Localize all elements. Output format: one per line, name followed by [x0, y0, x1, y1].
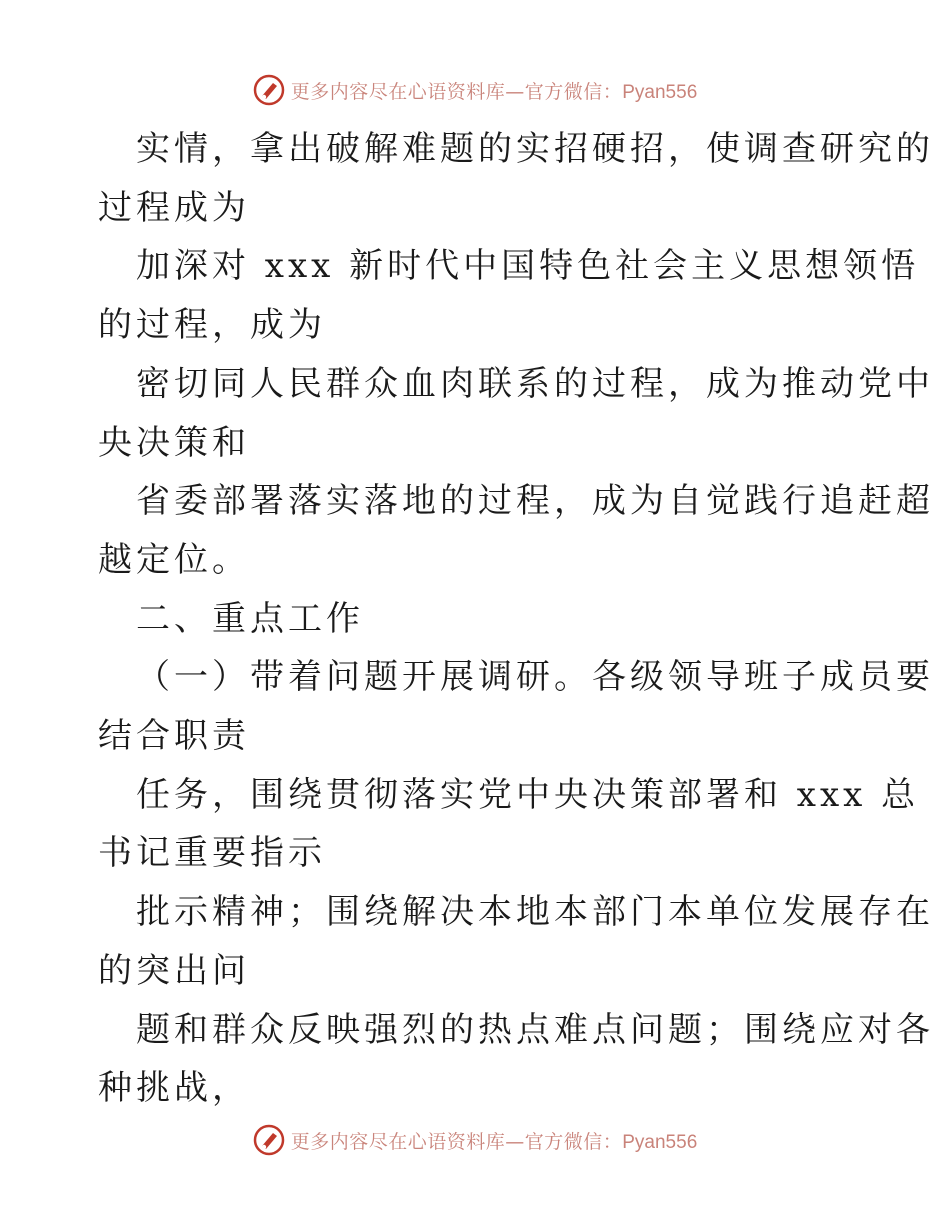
paragraph — [98, 472, 934, 589]
header-watermark — [0, 70, 950, 110]
paragraph-line: 题和群众反映强烈的热点难点问题；围绕应对各 — [136, 1009, 934, 1050]
footer-watermark — [0, 1120, 950, 1160]
paragraph-line: 加深对 xxx 新时代中国特色社会主义思想领悟 — [136, 246, 920, 287]
paragraph-line: 结合职责 — [98, 716, 250, 757]
paragraph — [98, 766, 920, 883]
watermark-text: 更多内容尽在心语资料库—官方微信：Pyan556 — [290, 1130, 698, 1153]
paragraph — [98, 237, 920, 354]
paragraph-line: 的突出问 — [98, 950, 250, 991]
paragraph — [98, 120, 934, 237]
paragraph — [98, 1001, 934, 1118]
paragraph-line: 密切同人民群众血肉联系的过程，成为推动党中 — [136, 363, 934, 404]
section-heading — [98, 590, 878, 649]
paragraph-line: 种挑战， — [98, 1068, 250, 1109]
paragraph-line: 省委部署落实落地的过程，成为自觉践行追赶超 — [136, 481, 934, 522]
paragraph-line: 书记重要指示 — [98, 833, 326, 874]
paragraph-line: 越定位。 — [98, 539, 250, 580]
paragraph — [98, 883, 934, 1000]
paragraph-line: 的过程，成为 — [98, 305, 326, 346]
paragraph-line: 实情，拿出破解难题的实招硬招，使调查研究的 — [136, 129, 934, 169]
paragraph-line: （一）带着问题开展调研。各级领导班子成员要 — [136, 657, 934, 698]
pen-nib-seal-icon — [253, 74, 285, 106]
pen-nib-seal-icon — [253, 1124, 285, 1156]
watermark-text: 更多内容尽在心语资料库—官方微信：Pyan556 — [290, 80, 698, 103]
paragraph-line: 任务，围绕贯彻落实党中央决策部署和 xxx 总 — [136, 774, 920, 815]
paragraph — [98, 355, 934, 472]
paragraph-line: 过程成为 — [98, 187, 250, 228]
section-heading-text: 二、重点工作 — [136, 598, 364, 639]
paragraph-line: 批示精神；围绕解决本地本部门本单位发展存在 — [136, 892, 934, 933]
watermark-id: Pyan556 — [622, 1131, 698, 1153]
watermark-id: Pyan556 — [622, 81, 698, 103]
paragraph — [98, 648, 934, 765]
document-body — [98, 120, 934, 1118]
paragraph-line: 央决策和 — [98, 422, 250, 463]
